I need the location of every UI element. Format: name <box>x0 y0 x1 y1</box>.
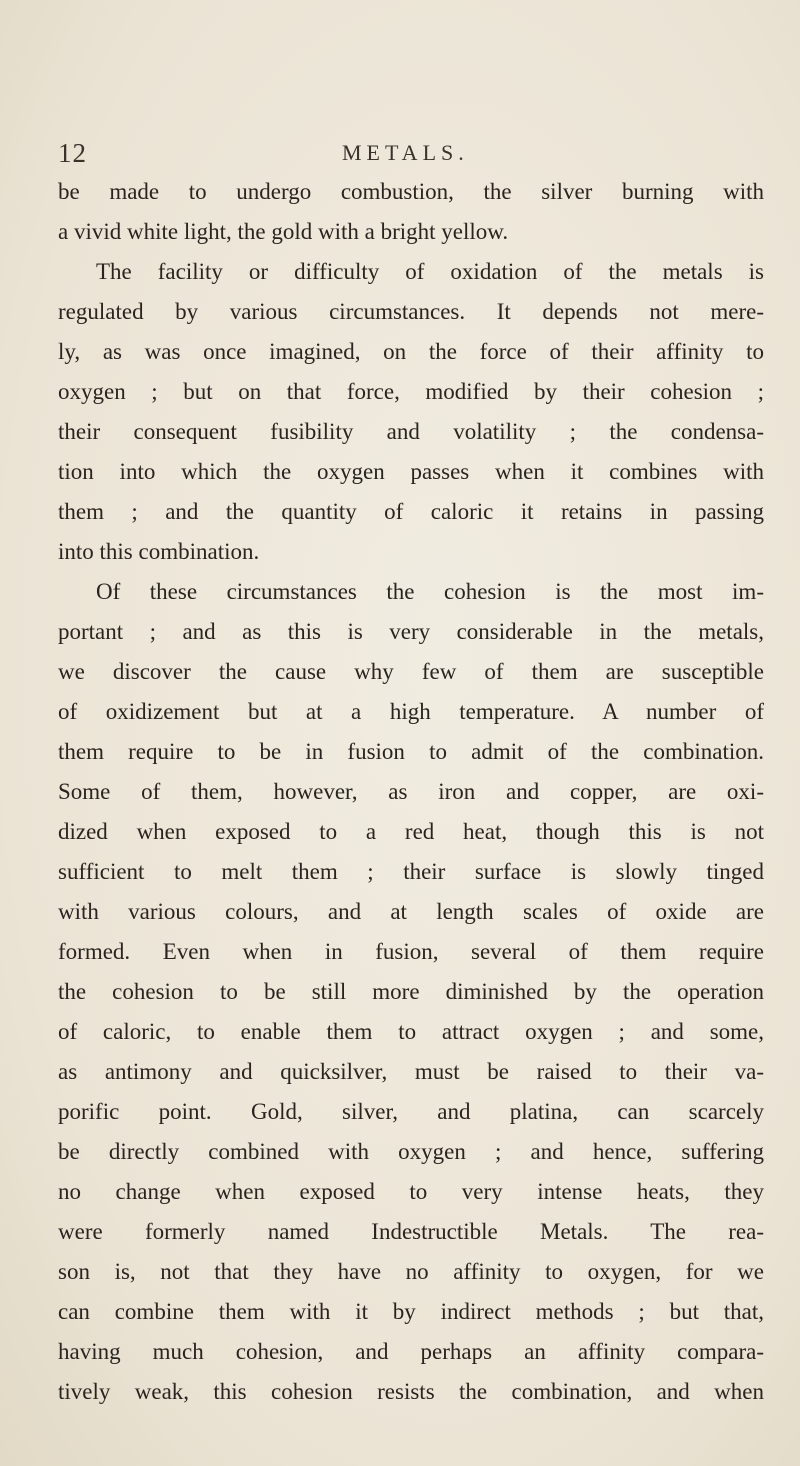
text-line: them require to be in fusion to admit of the combination. <box>58 739 764 764</box>
text-line: a vivid white light, the gold with a bright yellow. <box>58 219 509 244</box>
running-head: METALS. <box>342 140 469 165</box>
text-line: sufficient to melt them ; their surface is slowly tinged <box>58 859 764 884</box>
text-line: porific point. Gold, silver, and platina, can scarcely <box>58 1099 764 1124</box>
text-line: of oxidizement but at a high temperature. A number of <box>58 699 764 724</box>
text-line: as antimony and quicksilver, must be raised to their va- <box>58 1059 764 1084</box>
text-line: tion into which the oxygen passes when it combines with <box>58 459 764 484</box>
text-line: having much cohesion, and perhaps an affinity compara- <box>58 1339 764 1364</box>
text-line: tively weak, this cohesion resists the combination, and when <box>58 1379 764 1404</box>
text-line: formed. Even when in fusion, several of them require <box>58 939 764 964</box>
text-line: be made to undergo combustion, the silver burning with <box>58 179 764 204</box>
text-line: Some of them, however, as iron and copper, are oxi- <box>58 779 764 804</box>
text-line: oxygen ; but on that force, modified by their cohesion ; <box>58 379 764 404</box>
text-line: the cohesion to be still more diminished by the operation <box>58 979 764 1004</box>
text-line: dized when exposed to a red heat, though this is not <box>58 819 764 844</box>
text-line: portant ; and as this is very considerable in the metals, <box>58 619 764 644</box>
text-line: no change when exposed to very intense heats, they <box>58 1179 764 1204</box>
text-line: can combine them with it by indirect methods ; but that, <box>58 1299 764 1324</box>
text-line: The facility or difficulty of oxidation of the metals is <box>96 259 764 284</box>
text-line: into this combination. <box>58 539 260 564</box>
text-line: son is, not that they have no affinity to oxygen, for we <box>58 1259 764 1284</box>
text-line: were formerly named Indestructible Metals. The rea- <box>58 1219 764 1244</box>
text-line: their consequent fusibility and volatility ; the condensa- <box>58 419 764 444</box>
body-text <box>58 172 764 1412</box>
text-line: be directly combined with oxygen ; and hence, suffering <box>58 1139 764 1164</box>
text-line: Of these circumstances the cohesion is the most im- <box>96 579 764 604</box>
text-line: with various colours, and at length scales of oxide are <box>58 899 764 924</box>
text-line: we discover the cause why few of them are susceptible <box>58 659 764 684</box>
page-number: 12 <box>58 138 87 168</box>
text-line: them ; and the quantity of caloric it retains in passing <box>58 499 764 524</box>
text-line: regulated by various circumstances. It depends not mere- <box>58 299 764 324</box>
page-header <box>0 138 800 168</box>
text-line: of caloric, to enable them to attract oxygen ; and some, <box>58 1019 764 1044</box>
text-line: ly, as was once imagined, on the force of their affinity to <box>58 339 764 364</box>
